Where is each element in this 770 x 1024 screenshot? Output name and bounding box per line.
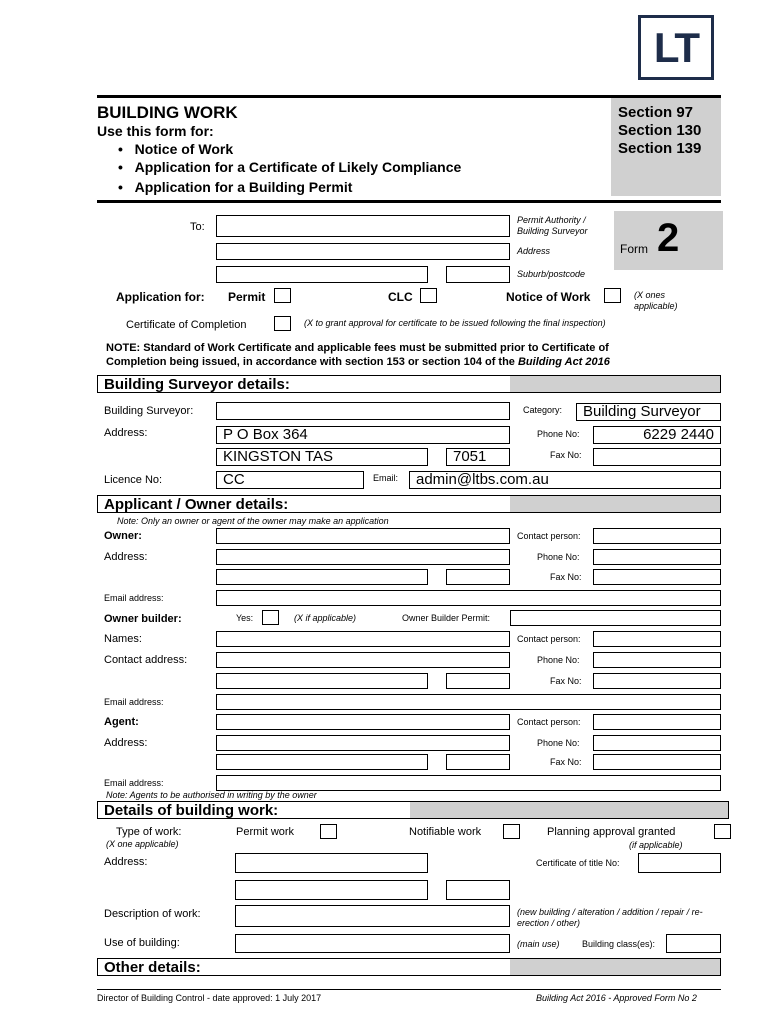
agent-email-label: Email address: xyxy=(104,778,164,788)
planning-label: Planning approval granted xyxy=(547,826,676,838)
notice-checkbox[interactable] xyxy=(604,288,621,303)
surveyor-label: Building Surveyor: xyxy=(104,405,194,417)
ob-contact-field[interactable] xyxy=(593,631,721,647)
cert-title-field[interactable] xyxy=(638,853,721,873)
address-label: Address xyxy=(517,246,551,256)
owner-contact-label: Contact person: xyxy=(517,531,581,541)
category-field[interactable]: Building Surveyor xyxy=(576,403,721,421)
names-label: Names: xyxy=(104,633,142,645)
agent-email-field[interactable] xyxy=(216,775,721,791)
description-note: (new building / alteration / addition / repair / re-erection / other) xyxy=(517,907,703,928)
applicant-note: Note: Only an owner or agent of the owner may make an application xyxy=(117,516,389,526)
note-line1: NOTE: Standard of Work Certificate and applicable fees must be submitted prior to Certificate of xyxy=(106,342,609,354)
contact-address-label: Contact address: xyxy=(104,654,188,666)
to-suburb-field[interactable] xyxy=(216,266,428,283)
notifiable-label: Notifiable work xyxy=(409,826,482,838)
ob-permit-field[interactable] xyxy=(510,610,721,626)
email-field-s[interactable]: admin@ltbs.com.au xyxy=(409,471,721,489)
other-heading: Other details: xyxy=(104,959,201,976)
owner-address-field[interactable] xyxy=(216,549,510,565)
footer-rule xyxy=(97,989,721,990)
owner-postcode-field[interactable] xyxy=(446,569,510,585)
use-for-label: Use this form for: xyxy=(97,123,214,139)
permit-label: Permit xyxy=(228,290,266,304)
owner-fax-field[interactable] xyxy=(593,569,721,585)
building-work-heading: Details of building work: xyxy=(104,802,279,819)
ob-permit-label: Owner Builder Permit: xyxy=(402,613,491,623)
bw-address-field[interactable] xyxy=(235,853,428,873)
email-label-s: Email: xyxy=(373,473,399,483)
owner-phone-field[interactable] xyxy=(593,549,721,565)
owner-label: Owner: xyxy=(104,530,142,542)
agent-address-label: Address: xyxy=(104,737,148,749)
form-label: Form xyxy=(620,242,648,256)
if-applicable-note: (if applicable) xyxy=(629,840,683,850)
ob-suburb-field[interactable] xyxy=(216,673,428,689)
names-field[interactable] xyxy=(216,631,510,647)
category-label: Category: xyxy=(523,405,563,415)
address1-field[interactable]: P O Box 364 xyxy=(216,426,510,444)
ob-fax-label: Fax No: xyxy=(550,676,582,686)
certificate-label: Certificate of Completion xyxy=(126,319,247,331)
owner-email-label: Email address: xyxy=(104,593,164,603)
to-address-field[interactable] xyxy=(216,243,510,260)
note-line2: Completion being issued, in accordance with section 153 or section 104 of the Building Act 2016 xyxy=(106,356,610,368)
address-label-s: Address: xyxy=(104,427,148,439)
use-field[interactable] xyxy=(235,934,510,953)
form-title: BUILDING WORK xyxy=(97,103,238,122)
surveyor-heading: Building Surveyor details: xyxy=(104,376,290,393)
ob-email-field[interactable] xyxy=(216,694,721,710)
agent-contact-label: Contact person: xyxy=(517,717,581,727)
description-field[interactable] xyxy=(235,905,510,927)
main-use-label: (main use) xyxy=(517,939,560,949)
ob-phone-field[interactable] xyxy=(593,652,721,668)
agent-address-field[interactable] xyxy=(216,735,510,751)
cert-title-label: Certificate of title No: xyxy=(536,858,620,868)
certificate-checkbox[interactable] xyxy=(274,316,291,331)
agent-fax-label: Fax No: xyxy=(550,757,582,767)
section-130: Section 130 xyxy=(618,122,702,139)
phone-label-s: Phone No: xyxy=(537,429,580,439)
ob-fax-field[interactable] xyxy=(593,673,721,689)
owner-email-field[interactable] xyxy=(216,590,721,606)
type-label: Type of work: xyxy=(116,826,182,838)
lt-logo xyxy=(638,15,714,80)
postcode-field[interactable]: 7051 xyxy=(446,448,510,466)
owner-contact-field[interactable] xyxy=(593,528,721,544)
notice-label: Notice of Work xyxy=(506,290,591,304)
owner-address-label: Address: xyxy=(104,551,148,563)
to-field[interactable] xyxy=(216,215,510,237)
agent-label: Agent: xyxy=(104,716,139,728)
ob-email-label: Email address: xyxy=(104,697,164,707)
one-applicable-note: (X one applicable) xyxy=(106,839,179,849)
agent-contact-field[interactable] xyxy=(593,714,721,730)
section-97: Section 97 xyxy=(618,104,694,121)
application-label: Application for: xyxy=(116,290,205,304)
section-139: Section 139 xyxy=(618,140,702,157)
logo-text: LT xyxy=(653,23,699,71)
bw-suburb-field[interactable] xyxy=(235,880,428,900)
licence-label: Licence No: xyxy=(104,474,163,486)
bullet-3: • Application for a Building Permit xyxy=(118,179,353,195)
address2-field[interactable]: KINGSTON TAS xyxy=(216,448,428,466)
ob-postcode-field[interactable] xyxy=(446,673,510,689)
permit-work-checkbox[interactable] xyxy=(320,824,337,839)
yes-label: Yes: xyxy=(236,613,254,623)
agent-note: Note: Agents to be authorised in writing by the owner xyxy=(106,790,317,800)
ob-phone-label: Phone No: xyxy=(537,655,580,665)
agent-phone-field[interactable] xyxy=(593,735,721,751)
permit-authority-label: Permit Authority / Building Surveyor xyxy=(517,215,588,236)
if-applicable-label: (X if applicable) xyxy=(294,613,357,623)
ob-contact-label: Contact person: xyxy=(517,634,581,644)
footer-right: Building Act 2016 - Approved Form No 2 xyxy=(536,993,697,1003)
clc-checkbox[interactable] xyxy=(420,288,437,303)
applicant-heading: Applicant / Owner details: xyxy=(104,496,289,513)
agent-suburb-field[interactable] xyxy=(216,754,428,770)
owner-field[interactable] xyxy=(216,528,510,544)
act-name: Building Act 2016 xyxy=(517,356,610,368)
clc-label: CLC xyxy=(388,290,413,304)
phone-field-s[interactable]: 6229 2440 xyxy=(593,426,721,444)
contact-address-field[interactable] xyxy=(216,652,510,668)
use-label: Use of building: xyxy=(104,937,180,949)
owner-builder-label: Owner builder: xyxy=(104,613,182,625)
bullet-2: • Application for a Certificate of Likely Compliance xyxy=(118,159,462,175)
agent-fax-field[interactable] xyxy=(593,754,721,770)
x-ones-note: (X ones applicable) xyxy=(634,290,678,311)
permit-checkbox[interactable] xyxy=(274,288,291,303)
class-label: Building class(es): xyxy=(582,939,656,949)
certificate-note: (X to grant approval for certificate to be issued following the final inspection) xyxy=(304,318,606,328)
fax-label-s: Fax No: xyxy=(550,450,582,460)
bullet-1: • Notice of Work xyxy=(118,141,234,157)
bw-postcode-field[interactable] xyxy=(446,880,510,900)
bw-address-label: Address: xyxy=(104,856,148,868)
agent-field[interactable] xyxy=(216,714,510,730)
footer-left: Director of Building Control - date approved: 1 July 2017 xyxy=(97,993,322,1003)
to-postcode-field[interactable] xyxy=(446,266,510,283)
owner-suburb-field[interactable] xyxy=(216,569,428,585)
to-label: To: xyxy=(190,221,205,233)
owner-fax-label: Fax No: xyxy=(550,572,582,582)
licence-field[interactable]: CC xyxy=(216,471,364,489)
title-bottom-rule xyxy=(97,200,721,203)
owner-builder-checkbox[interactable] xyxy=(262,610,279,625)
planning-checkbox[interactable] xyxy=(714,824,731,839)
owner-phone-label: Phone No: xyxy=(537,552,580,562)
suburb-label: Suburb/postcode xyxy=(517,269,586,279)
agent-postcode-field[interactable] xyxy=(446,754,510,770)
surveyor-field[interactable] xyxy=(216,402,510,420)
class-field[interactable] xyxy=(666,934,721,953)
agent-phone-label: Phone No: xyxy=(537,738,580,748)
form-number: 2 xyxy=(657,216,680,260)
notifiable-checkbox[interactable] xyxy=(503,824,520,839)
permit-work-label: Permit work xyxy=(236,826,295,838)
fax-field-s[interactable] xyxy=(593,448,721,466)
description-label: Description of work: xyxy=(104,908,201,920)
